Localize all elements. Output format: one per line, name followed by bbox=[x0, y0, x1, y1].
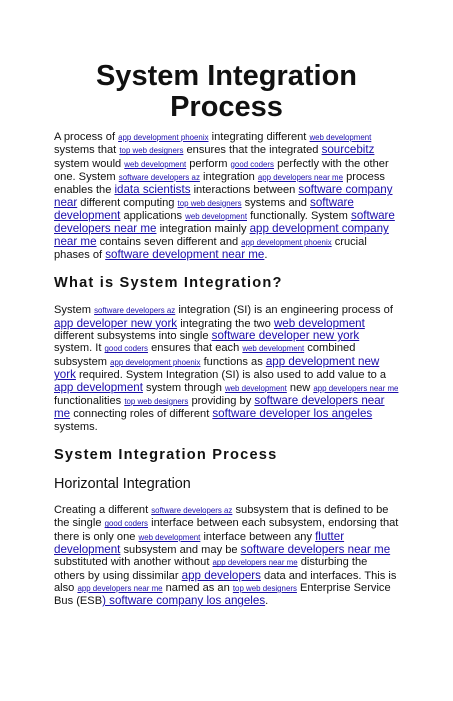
inline-link[interactable]: software developer new york bbox=[211, 329, 360, 343]
inline-link[interactable]: software developers near me bbox=[54, 209, 395, 236]
paragraph-text: providing by bbox=[188, 394, 255, 407]
inline-link[interactable]: software company near bbox=[54, 183, 393, 209]
inline-link[interactable]: flutter development bbox=[54, 529, 345, 556]
intro-paragraph bbox=[54, 131, 399, 261]
inline-link[interactable]: sourcebitz bbox=[321, 143, 375, 157]
inline-link[interactable]: web development bbox=[185, 212, 248, 222]
paragraph-text: system through bbox=[142, 381, 225, 394]
inline-link[interactable]: app development phoenix bbox=[110, 357, 201, 367]
paragraph-text: integration (SI) is an engineering process of bbox=[175, 304, 393, 317]
paragraph-text: integration mainly bbox=[156, 223, 250, 236]
document-page bbox=[0, 61, 453, 701]
paragraph-text: system would bbox=[54, 157, 125, 170]
paragraph-text: systems that bbox=[54, 144, 120, 157]
paragraph-text: subsystem and may be bbox=[120, 543, 241, 556]
inline-link[interactable]: web development bbox=[242, 344, 305, 354]
paragraph-text: substituted with another without bbox=[54, 556, 213, 569]
heading-system-integration-process: System Integration Process bbox=[54, 446, 278, 463]
paragraph-text: data and interfaces. This is also bbox=[54, 569, 397, 594]
inline-link[interactable]: web development bbox=[273, 316, 365, 330]
paragraph-text: connecting roles of different bbox=[70, 408, 213, 421]
paragraph-text: system. It bbox=[54, 342, 105, 355]
horizontal-integration-paragraph bbox=[54, 504, 399, 608]
inline-link[interactable]: app development bbox=[54, 380, 143, 394]
paragraph-text: subsystem that is defined to be the single bbox=[54, 503, 389, 530]
paragraph-text: . bbox=[264, 249, 268, 262]
paragraph-text: perfectly with the other one. System bbox=[54, 157, 389, 184]
paragraph-text: functionally. System bbox=[247, 210, 352, 223]
inline-link[interactable]: software developer los angeles bbox=[212, 407, 373, 421]
heading-horizontal-integration: Horizontal Integration bbox=[54, 475, 191, 492]
inline-link[interactable]: top web designers bbox=[119, 146, 184, 156]
inline-link[interactable]: good coders bbox=[230, 159, 274, 169]
inline-link[interactable]: app developers near me bbox=[212, 558, 298, 568]
paragraph-text: combined subsystem bbox=[54, 342, 356, 368]
paragraph-text: applications bbox=[120, 210, 186, 223]
inline-link[interactable]: app developer new york bbox=[54, 316, 178, 330]
paragraph-text: A process of bbox=[54, 131, 119, 143]
paragraph-text: systems. bbox=[54, 420, 98, 433]
paragraph-text: different subsystems into single bbox=[54, 330, 212, 343]
inline-link[interactable]: app developers near me bbox=[313, 383, 399, 393]
inline-link[interactable]: software developers near me bbox=[54, 393, 385, 421]
inline-link[interactable]: top web designers bbox=[124, 396, 189, 406]
inline-link[interactable]: software developers near me bbox=[240, 542, 391, 556]
paragraph-text: systems and bbox=[241, 196, 311, 209]
paragraph-text: ensures that each bbox=[147, 342, 243, 355]
inline-link[interactable]: app development phoenix bbox=[118, 133, 209, 142]
paragraph-text: functionalities bbox=[54, 394, 125, 407]
inline-link[interactable]: software developers az bbox=[151, 505, 233, 515]
inline-link[interactable]: software developers az bbox=[94, 306, 176, 316]
inline-link[interactable]: web development bbox=[309, 133, 372, 142]
paragraph-text: Enterprise Service Bus (ESB bbox=[54, 581, 391, 608]
paragraph-text: integrating the two bbox=[177, 317, 274, 330]
paragraph-text: System bbox=[54, 304, 95, 317]
paragraph-text: interface between each subsystem, endorsing that there is only one bbox=[54, 517, 399, 543]
inline-link[interactable]: app developers near me bbox=[77, 583, 163, 593]
inline-link[interactable]: web development bbox=[224, 383, 287, 393]
paragraph-text: different computing bbox=[77, 196, 178, 209]
paragraph-text: integrating different bbox=[208, 131, 310, 143]
inline-link[interactable]: software development bbox=[54, 195, 354, 223]
paragraph-text: . bbox=[265, 595, 269, 608]
inline-link[interactable]: app developers near me bbox=[257, 173, 343, 183]
paragraph-text: disturbing the others by using dissimilar bbox=[54, 556, 368, 582]
paragraph-text: process enables the bbox=[54, 171, 385, 197]
paragraph-text: Creating a different bbox=[54, 503, 152, 516]
paragraph-text: contains seven different and bbox=[96, 235, 242, 248]
inline-link[interactable]: app development company near me bbox=[54, 222, 389, 248]
paragraph-text: perform bbox=[186, 157, 231, 170]
inline-link[interactable]: web development bbox=[138, 532, 201, 542]
paragraph-text: crucial phases of bbox=[54, 235, 367, 262]
inline-link[interactable]: top web designers bbox=[177, 198, 242, 208]
inline-link[interactable]: app development new york bbox=[54, 354, 380, 382]
inline-link[interactable]: ) software company los angeles bbox=[102, 594, 266, 608]
definition-paragraph bbox=[54, 304, 399, 432]
inline-link[interactable]: top web designers bbox=[232, 583, 297, 593]
paragraph-text: required. System Integration (SI) is also used to add value to a bbox=[75, 369, 387, 382]
paragraph-text: ensures that the integrated bbox=[183, 144, 322, 157]
inline-link[interactable]: app developers bbox=[181, 568, 261, 582]
inline-link[interactable]: web development bbox=[124, 159, 187, 169]
paragraph-text: functions as bbox=[200, 355, 266, 368]
paragraph-text: interactions between bbox=[190, 184, 299, 197]
paragraph-text: integration bbox=[199, 171, 258, 184]
inline-link[interactable]: software developers az bbox=[118, 173, 200, 183]
paragraph-text: named as an bbox=[162, 581, 233, 594]
inline-link[interactable]: software development near me bbox=[105, 248, 265, 262]
paragraph-text: new bbox=[286, 381, 314, 394]
inline-link[interactable]: good coders bbox=[104, 344, 148, 354]
paragraph-text: interface between any bbox=[200, 530, 316, 543]
inline-link[interactable]: app development phoenix bbox=[241, 237, 332, 247]
inline-link[interactable]: good coders bbox=[104, 519, 149, 529]
page-title: System Integration Process bbox=[95, 60, 358, 123]
inline-link[interactable]: idata scientists bbox=[114, 183, 191, 197]
heading-what-is-system-integration: What is System Integration? bbox=[54, 275, 283, 292]
